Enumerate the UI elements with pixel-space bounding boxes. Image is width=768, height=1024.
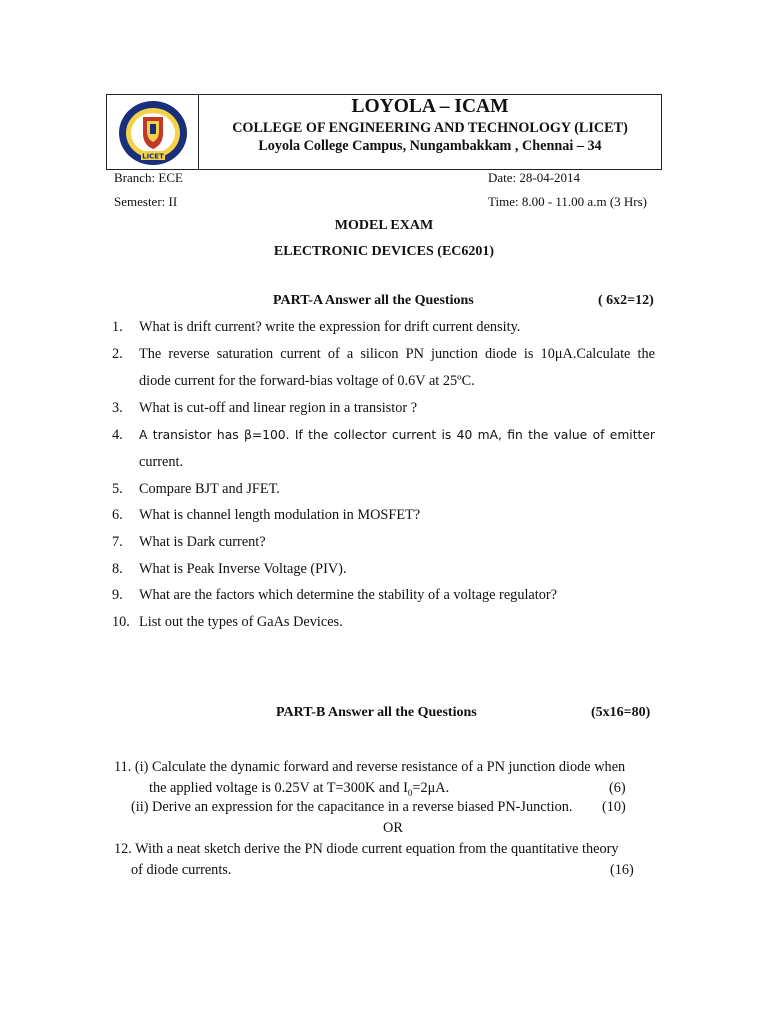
question-11-part-ii: (ii) Derive an expression for the capacitance in a reverse biased PN-Junction.	[131, 799, 573, 815]
question-11-part-ii-marks: (10)	[602, 799, 626, 815]
question-11-part-i-continued: the applied voltage is 0.25V at T=300K and $I_0=2\mu A$.	[149, 780, 450, 798]
exam-date: Date: 28-04-2014	[488, 170, 581, 185]
logo-label: LICET	[142, 152, 164, 161]
branch-label: Branch: ECE	[114, 170, 183, 185]
semester-label: Semester: II	[114, 194, 178, 209]
question-11-part-i-marks: (6)	[609, 780, 626, 796]
or-separator: OR	[383, 820, 403, 836]
college-name: LOYOLA – ICAM	[351, 96, 509, 117]
question-4-continued: current.	[139, 454, 184, 470]
college-header	[106, 94, 662, 170]
part-b-heading: PART-B Answer all the Questions	[276, 705, 477, 720]
college-address: Loyola College Campus, Nungambakkam , Chennai – 34	[258, 138, 602, 154]
part-a-marks: ( 6x2=12)	[598, 293, 654, 308]
college-logo-icon	[117, 99, 189, 167]
part-a-heading: PART-A Answer all the Questions	[273, 293, 474, 308]
part-b-marks: (5x16=80)	[591, 705, 651, 720]
college-full-name: COLLEGE OF ENGINEERING AND TECHNOLOGY (LICET)	[232, 120, 628, 136]
exam-type: MODEL EXAM	[334, 218, 434, 233]
question-12-marks: (16)	[610, 862, 634, 878]
exam-time: Time: 8.00 - 11.00 a.m (3 Hrs)	[488, 194, 648, 209]
question-11-part-i: 11. (i) Calculate the dynamic forward and reverse resistance of a PN junction diode when	[114, 759, 626, 775]
question-2-continued: diode current for the forward-bias voltage of 0.6V at 25ºC.	[139, 373, 475, 389]
question-12: 12. With a neat sketch derive the PN diode current equation from the quantitative theory	[114, 841, 619, 857]
exam-subject: ELECTRONIC DEVICES (EC6201)	[273, 244, 495, 259]
question-12-continued: of diode currents.	[131, 862, 232, 878]
